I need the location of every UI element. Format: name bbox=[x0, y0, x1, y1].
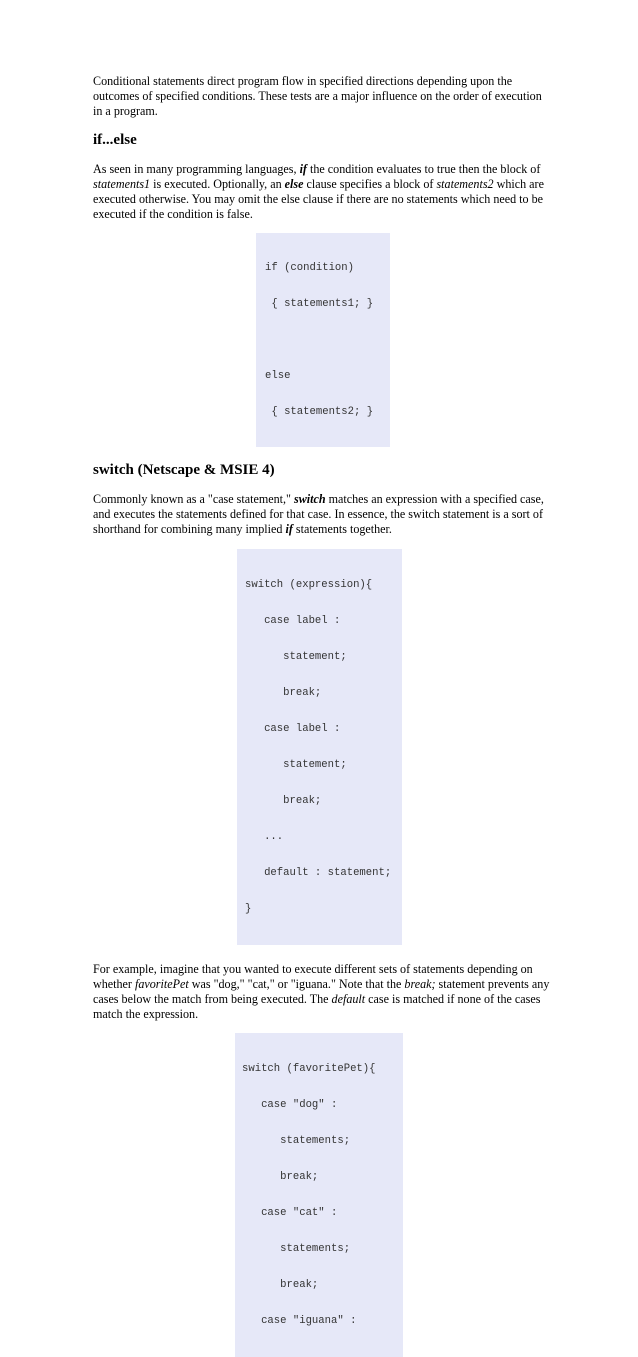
text-fragment: As seen in many programming languages, bbox=[93, 162, 300, 176]
text-fragment: For example, imagine that you wanted to execute different sets of statements depending on whether bbox=[93, 962, 533, 991]
heading-if-else: if...else bbox=[93, 132, 137, 148]
term-statements2: statements2 bbox=[436, 177, 494, 191]
if-else-code-block bbox=[256, 233, 390, 447]
keyword-if: if bbox=[285, 522, 293, 536]
code-line: switch (favoritePet){ bbox=[242, 1063, 376, 1075]
code-line: statements; bbox=[242, 1135, 351, 1147]
code-line: } bbox=[245, 903, 252, 915]
text-fragment: case is matched if none of the cases match the expression. bbox=[93, 992, 541, 1021]
keyword-else: else bbox=[284, 177, 304, 191]
code-line: break; bbox=[245, 687, 322, 699]
text-fragment: which are executed otherwise. You may omit the else clause if there are no statements which need to be executed if the condition is false. bbox=[93, 177, 544, 221]
text-fragment: was "dog," "cat," or "iguana." Note that the bbox=[188, 977, 405, 991]
example-paragraph bbox=[93, 962, 553, 1022]
text-fragment: Commonly known as a "case statement," bbox=[93, 492, 294, 506]
text-fragment: clause specifies a block of bbox=[303, 177, 437, 191]
code-line: case "iguana" : bbox=[242, 1315, 357, 1327]
favorite-pet-code-block bbox=[235, 1033, 403, 1357]
heading-switch: switch (Netscape & MSIE 4) bbox=[93, 462, 275, 478]
code-line: case label : bbox=[245, 723, 341, 735]
intro-paragraph: Conditional statements direct program flow in specified directions depending upon the outcomes of specified conditions. These tests are a major influence on the order of execution in a program. bbox=[93, 74, 542, 118]
code-line: statements; bbox=[242, 1243, 351, 1255]
code-line: ... bbox=[245, 831, 284, 843]
term-favoritepet: favoritePet bbox=[134, 977, 189, 991]
code-line: switch (expression){ bbox=[245, 579, 373, 591]
switch-code-block bbox=[237, 549, 402, 945]
code-line: break; bbox=[242, 1171, 319, 1183]
code-line: break; bbox=[245, 795, 322, 807]
code-line: case "cat" : bbox=[242, 1207, 338, 1219]
code-line: if (condition) bbox=[265, 262, 355, 274]
text-fragment: is executed. Optionally, an bbox=[150, 177, 285, 191]
if-else-paragraph bbox=[93, 162, 553, 222]
text-fragment: statements together. bbox=[292, 522, 392, 536]
code-line: statement; bbox=[245, 651, 347, 663]
text-fragment: the condition evaluates to true then the block of bbox=[306, 162, 541, 176]
keyword-if: if bbox=[299, 162, 307, 176]
code-line: case label : bbox=[245, 615, 341, 627]
term-statements1: statements1 bbox=[93, 177, 151, 191]
code-line bbox=[265, 334, 390, 346]
code-line: { statements2; } bbox=[265, 406, 374, 418]
keyword-switch: switch bbox=[293, 492, 326, 506]
document-page bbox=[93, 74, 553, 1357]
code-line: break; bbox=[242, 1279, 319, 1291]
text-fragment: statement prevents any cases below the match from being executed. The bbox=[93, 977, 550, 1006]
code-line: statement; bbox=[245, 759, 347, 771]
text-fragment: matches an expression with a specified case, and executes the statements defined for that case. In essence, the switch statement is a sort of shorthand for combining many implied bbox=[93, 492, 544, 536]
code-line: default : statement; bbox=[245, 867, 392, 879]
code-line: else bbox=[265, 370, 291, 382]
term-break: break; bbox=[404, 977, 436, 991]
term-default: default bbox=[331, 992, 366, 1006]
switch-paragraph bbox=[93, 492, 553, 537]
code-line: case "dog" : bbox=[242, 1099, 338, 1111]
code-line: { statements1; } bbox=[265, 298, 374, 310]
